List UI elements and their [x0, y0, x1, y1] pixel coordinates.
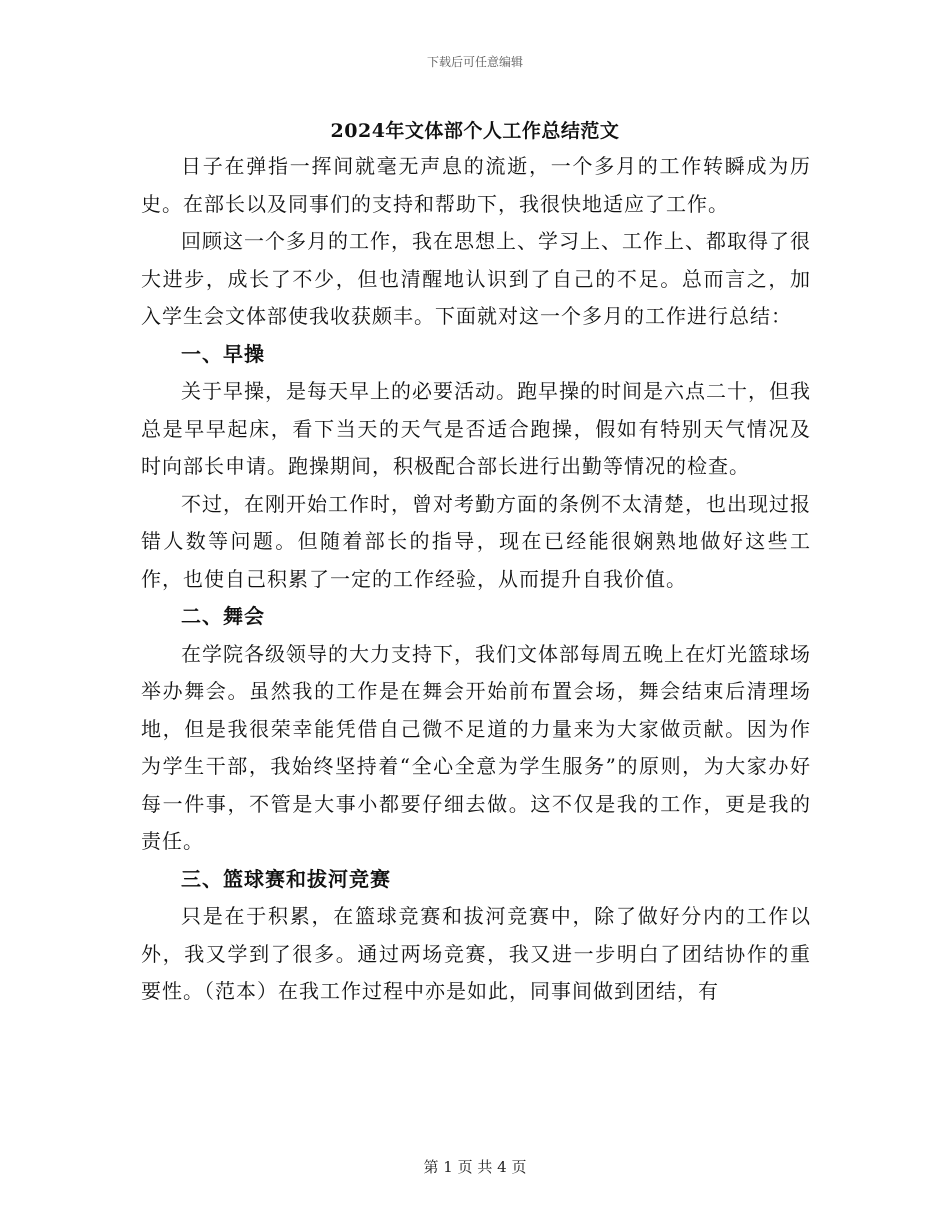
document-body	[141, 148, 811, 1011]
section-heading-dance: 二、舞会	[181, 604, 265, 628]
header-note: 下载后可任意编辑	[426, 55, 523, 69]
paragraph-dance: 在学院各级领导的大力支持下，我们文体部每周五晚上在灯光篮球场举办舞会。虽然我的工作是在舞会开始前布置会场，舞会结束后清理场地，但是我很荣幸能凭借自己微不足道的力量来为大家做贡献。因为作为学生干部，我始终坚持着“全心全意为学生服务”的原则，为大家办好每一件事，不管是大事小都要仔细去做。这不仅是我的工作，更是我的责任。	[141, 641, 811, 853]
page-number: 第 1 页 共 4 页	[423, 1158, 527, 1176]
paragraph-review: 回顾这一个多月的工作，我在思想上、学习上、工作上、都取得了很大进步，成长了不少，但也清醒地认识到了自己的不足。总而言之，加入学生会文体部使我收获颇丰。下面就对这一个多月的工作进行总结：	[141, 229, 811, 328]
paragraph-intro: 日子在弹指一挥间就毫无声息的流逝，一个多月的工作转瞬成为历史。在部长以及同事们的支持和帮助下，我很快地适应了工作。	[141, 154, 811, 216]
paragraph-attendance: 不过，在刚开始工作时，曾对考勤方面的条例不太清楚，也出现过报错人数等问题。但随着部长的指导，现在已经能很娴熟地做好这些工作，也使自己积累了一定的工作经验，从而提升自我价值。	[141, 491, 811, 591]
document-title: 2024年文体部个人工作总结范文	[330, 120, 620, 142]
section-heading-competitions: 三、篮球赛和拔河竞赛	[181, 866, 391, 891]
paragraph-morning-exercise: 关于早操，是每天早上的必要活动。跑早操的时间是六点二十，但我总是早早起床，看下当天的天气是否适合跑操，假如有特别天气情况及时向部长申请。跑操期间，积极配合部长进行出勤等情况的检查。	[141, 379, 811, 478]
section-heading-morning-exercise: 一、早操	[181, 341, 265, 366]
paragraph-competitions: 只是在于积累，在篮球竞赛和拔河竞赛中，除了做好分内的工作以外，我又学到了很多。通过两场竞赛，我又进一步明白了团结协作的重要性。（范本）在我工作过程中亦是如此，同事间做到团结，有	[141, 904, 811, 1003]
